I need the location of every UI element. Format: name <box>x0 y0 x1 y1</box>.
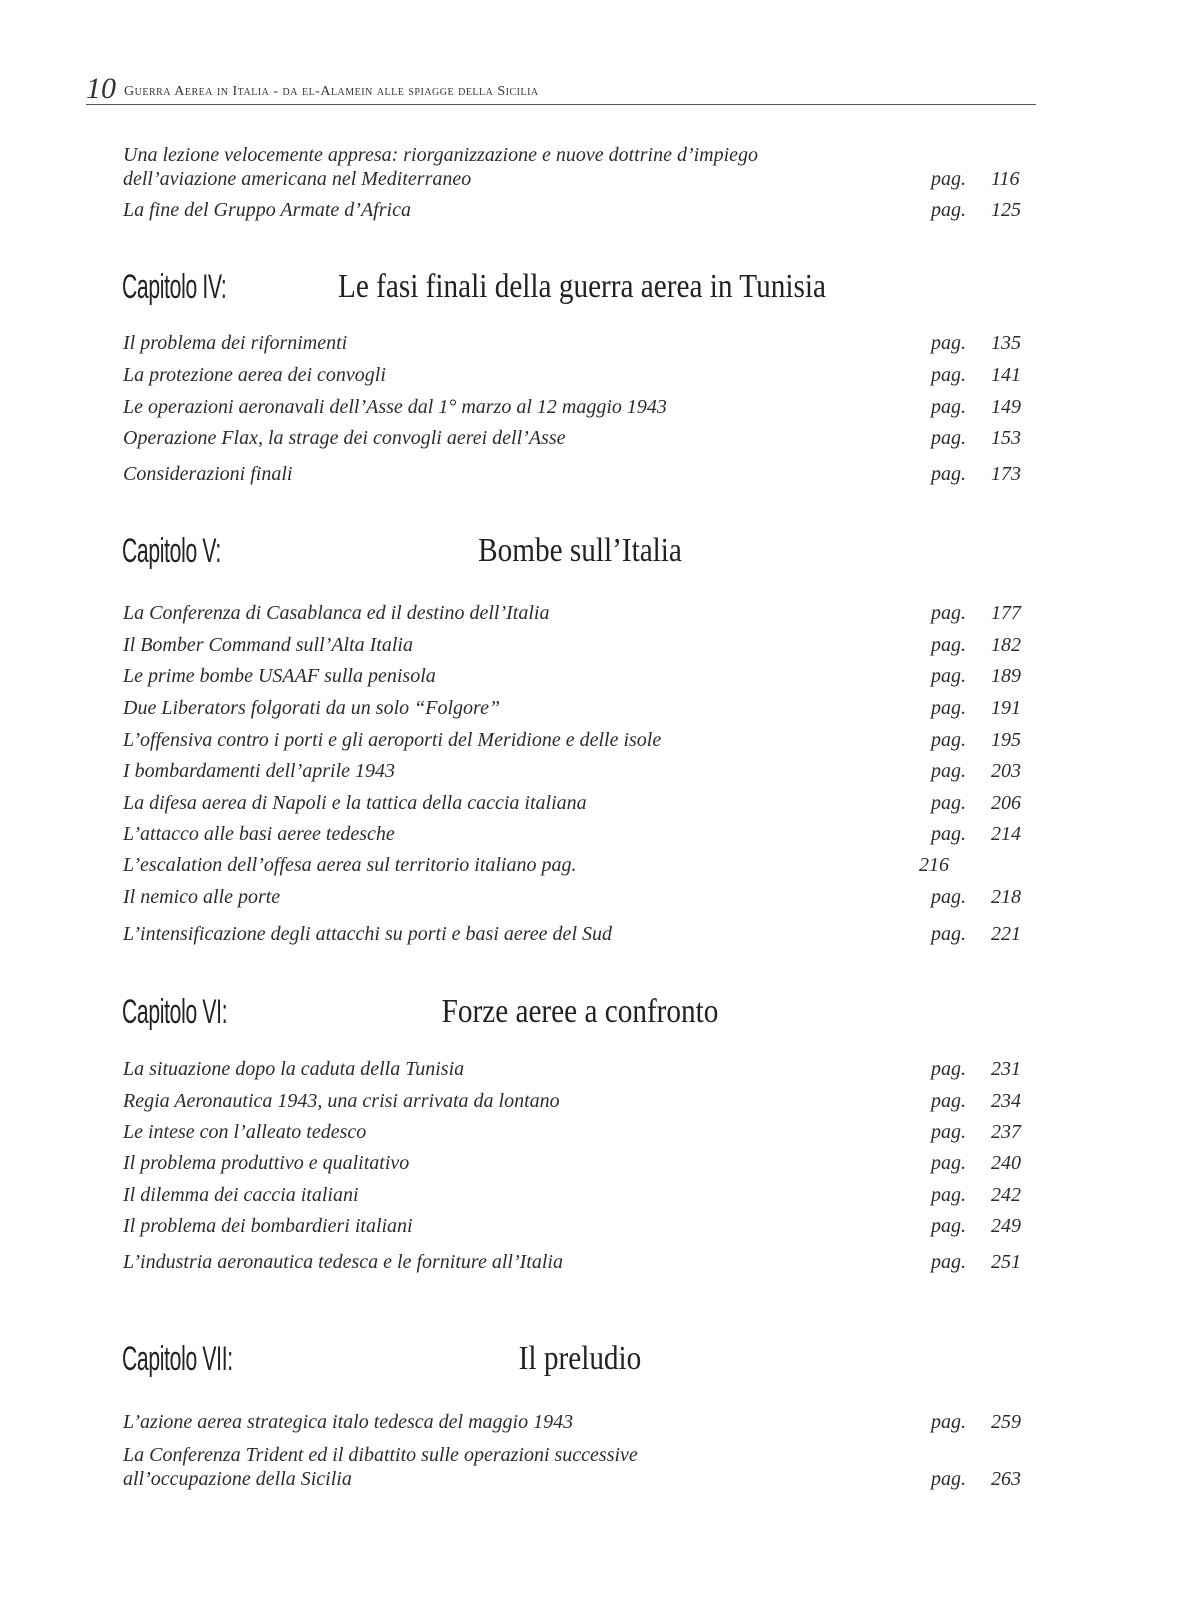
toc-entry-title: L’industria aeronautica tedesca e le forniture all’Italia <box>123 1251 563 1273</box>
page-ref: 216 <box>919 854 949 876</box>
toc-entry-title: L’offensiva contro i porti e gli aeroporti del Meridione e delle isole <box>123 729 662 751</box>
toc-entry-title-line1: Una lezione velocemente appresa: riorganizzazione e nuove dottrine d’impiego <box>123 144 759 166</box>
toc-entry <box>123 331 1028 355</box>
toc-entry-title: Il nemico alle porte <box>123 886 281 908</box>
toc-entry-title: L’attacco alle basi aeree tedesche <box>123 823 395 845</box>
toc-entry-title: L’intensificazione degli attacchi su porti e basi aeree del Sud <box>123 923 612 945</box>
page-ref: 135 <box>991 332 1021 354</box>
chapter-label: Capitolo V: <box>122 532 221 570</box>
toc-entry <box>123 822 1028 846</box>
toc-entry <box>123 633 1028 657</box>
chapter-label: Capitolo VII: <box>122 1340 233 1378</box>
toc-entry-title: Il dilemma dei caccia italiani <box>123 1184 359 1206</box>
page-ref: 177 <box>991 602 1021 624</box>
toc-entry-title: Regia Aeronautica 1943, una crisi arrivata da lontano <box>123 1090 560 1112</box>
page-ref: 214 <box>991 823 1021 845</box>
toc-entry-title-line2: all’occupazione della Sicilia <box>123 1468 352 1490</box>
toc-entry-title: L’azione aerea strategica italo tedesca del maggio 1943 <box>123 1411 574 1433</box>
toc-entry <box>123 885 1028 909</box>
pag-label: pag. <box>931 1251 966 1273</box>
toc-entry-title: Considerazioni finali <box>123 463 293 485</box>
toc-entry-title: Operazione Flax, la strage dei convogli aerei dell’Asse <box>123 427 566 449</box>
toc-entry <box>123 696 1028 720</box>
pag-label: pag. <box>931 168 966 190</box>
page-ref: 116 <box>991 168 1020 190</box>
page-ref: 149 <box>991 396 1021 418</box>
toc-entry-title: Le prime bombe USAAF sulla penisola <box>123 665 436 687</box>
toc-entry <box>123 426 1028 450</box>
toc-entry-title: Due Liberators folgorati da un solo “Folgore” <box>123 697 501 719</box>
toc-entry <box>123 664 1028 688</box>
toc-entry-title-line1: La Conferenza Trident ed il dibattito sulle operazioni successive <box>123 1444 638 1466</box>
toc-entry-title: Il problema dei rifornimenti <box>123 332 348 354</box>
toc-entry <box>123 1183 1028 1207</box>
pag-label: pag. <box>931 1468 966 1490</box>
page-ref: 141 <box>991 364 1021 386</box>
toc-entry-title: Le intese con l’alleato tedesco <box>123 1121 367 1143</box>
toc-entry <box>123 1057 1028 1081</box>
page-ref: 263 <box>991 1468 1021 1490</box>
toc-entry <box>123 853 1028 877</box>
page-number: 10 <box>86 72 116 105</box>
page-ref: 206 <box>991 792 1021 814</box>
page-ref: 240 <box>991 1152 1021 1174</box>
toc-entry-title: La protezione aerea dei convogli <box>123 364 386 386</box>
toc-entry-title: Il Bomber Command sull’Alta Italia <box>123 634 413 656</box>
page-ref: 237 <box>991 1121 1021 1143</box>
pag-label: pag. <box>931 1215 966 1237</box>
chapter-title: Bombe sull’Italia <box>478 532 682 569</box>
pag-label: pag. <box>931 427 966 449</box>
toc-entry <box>123 1120 1028 1144</box>
toc-entry <box>123 462 1028 486</box>
toc-entry-title: La Conferenza di Casablanca ed il destino dell’Italia <box>123 602 550 624</box>
pag-label: pag. <box>931 697 966 719</box>
chapter-label: Capitolo IV: <box>122 268 227 306</box>
page-ref: 242 <box>991 1184 1021 1206</box>
toc-entry-title: La situazione dopo la caduta della Tunisia <box>123 1058 465 1080</box>
chapter-title: Il preludio <box>518 1340 642 1377</box>
toc-entry-title: La fine del Gruppo Armate d’Africa <box>123 199 411 221</box>
page-ref: 203 <box>991 760 1021 782</box>
page-ref: 153 <box>991 427 1021 449</box>
toc-entry <box>123 1443 1028 1491</box>
page-ref: 234 <box>991 1090 1021 1112</box>
toc-entry-title: I bombardamenti dell’aprile 1943 <box>123 760 396 782</box>
running-title: Guerra Aerea in Italia - da el-Alamein alle spiagge della Sicilia <box>124 84 539 99</box>
page-ref: 249 <box>991 1215 1021 1237</box>
pag-label: pag. <box>931 396 966 418</box>
pag-label: pag. <box>931 1121 966 1143</box>
pag-label: pag. <box>931 665 966 687</box>
pag-label: pag. <box>931 1184 966 1206</box>
toc-entry <box>123 759 1028 783</box>
page-ref: 259 <box>991 1411 1021 1433</box>
pag-label: pag. <box>931 364 966 386</box>
pag-label: pag. <box>931 1411 966 1433</box>
toc-entry <box>123 1089 1028 1113</box>
pag-label: pag. <box>931 1152 966 1174</box>
page-ref: 125 <box>991 199 1021 221</box>
pag-label: pag. <box>931 923 966 945</box>
toc-entry <box>123 922 1028 946</box>
page-ref: 221 <box>991 923 1021 945</box>
page-ref: 189 <box>991 665 1021 687</box>
toc-entry <box>123 1214 1028 1238</box>
page-ref: 173 <box>991 463 1021 485</box>
toc-entry <box>123 1151 1028 1175</box>
pag-label: pag. <box>931 199 966 221</box>
toc-entry <box>123 143 1028 191</box>
page-ref: 231 <box>991 1058 1021 1080</box>
page-ref: 191 <box>991 697 1021 719</box>
page-ref: 195 <box>991 729 1021 751</box>
toc-entry <box>123 1250 1028 1274</box>
running-header <box>86 72 1036 105</box>
page-ref: 251 <box>991 1251 1021 1273</box>
toc-entry-title: Le operazioni aeronavali dell’Asse dal 1° marzo al 12 maggio 1943 <box>123 396 667 418</box>
pag-label: pag. <box>931 1058 966 1080</box>
pag-label: pag. <box>931 729 966 751</box>
page-ref: 182 <box>991 634 1021 656</box>
chapter-title: Le fasi finali della guerra aerea in Tunisia <box>338 268 826 305</box>
toc-entry <box>123 791 1028 815</box>
chapter-label: Capitolo VI: <box>122 993 228 1031</box>
toc-entry <box>123 1410 1028 1434</box>
pag-label: pag. <box>931 823 966 845</box>
pag-label: pag. <box>931 634 966 656</box>
pag-label: pag. <box>931 886 966 908</box>
toc-entry <box>123 728 1028 752</box>
chapter-title: Forze aeree a confronto <box>441 993 719 1030</box>
pag-label: pag. <box>931 332 966 354</box>
pag-label: pag. <box>931 792 966 814</box>
pag-label: pag. <box>931 760 966 782</box>
pag-label: pag. <box>931 463 966 485</box>
toc-entry-title: Il problema produttivo e qualitativo <box>123 1152 410 1174</box>
page-ref: 218 <box>991 886 1021 908</box>
toc-entry-title: Il problema dei bombardieri italiani <box>123 1215 413 1237</box>
pag-label: pag. <box>931 602 966 624</box>
toc-entry <box>123 601 1028 625</box>
toc-entry <box>123 363 1028 387</box>
toc-entry-title: L’escalation dell’offesa aerea sul territorio italiano pag. <box>123 854 577 876</box>
toc-entry-title: La difesa aerea di Napoli e la tattica della caccia italiana <box>123 792 587 814</box>
toc-entry <box>123 395 1028 419</box>
toc-entry <box>123 198 1028 222</box>
pag-label: pag. <box>931 1090 966 1112</box>
toc-entry-title-line2: dell’aviazione americana nel Mediterraneo <box>123 168 472 190</box>
